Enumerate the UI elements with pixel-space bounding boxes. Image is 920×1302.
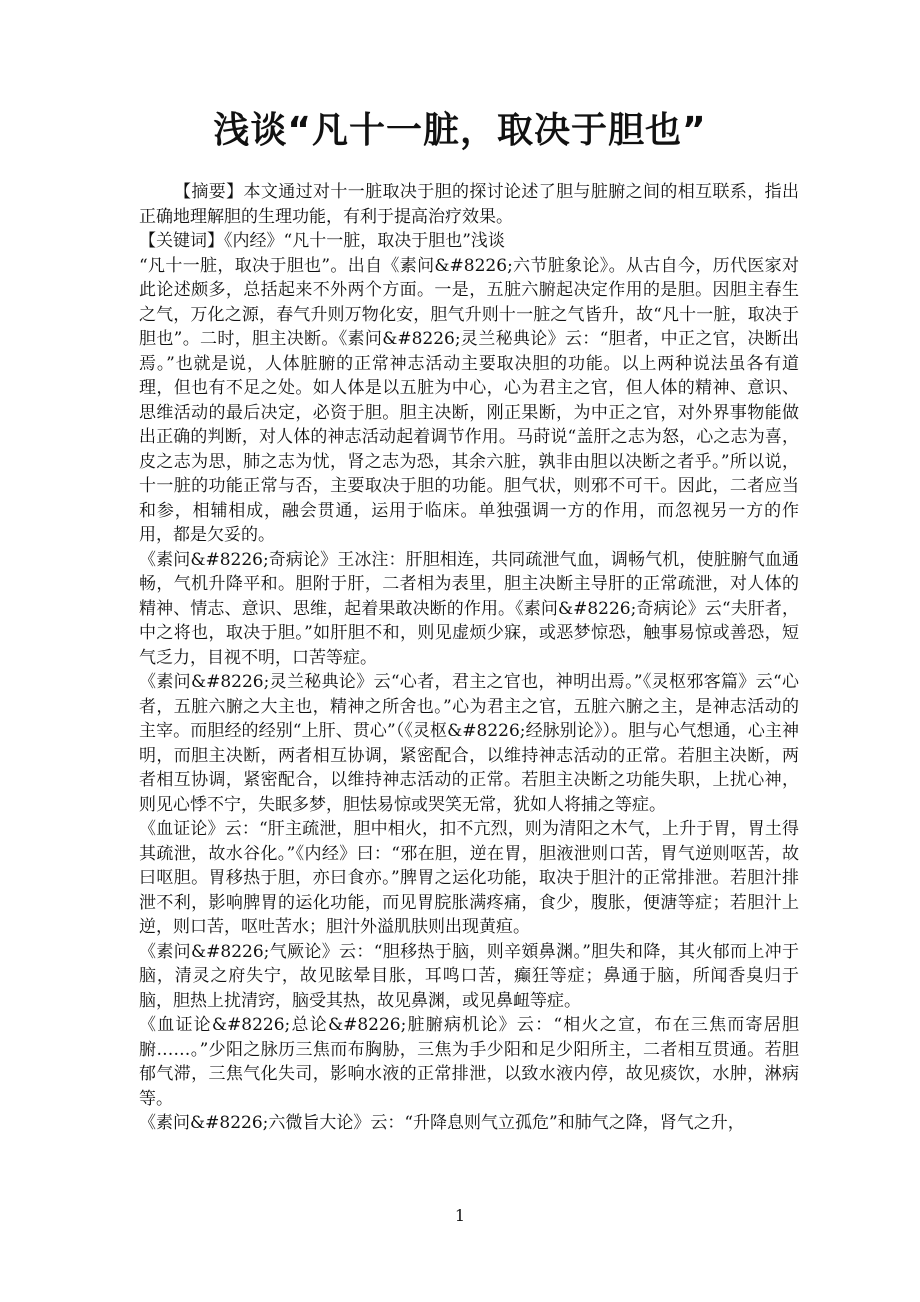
- body-paragraph: 《素问&#8226;奇病论》王冰注：肝胆相连，共同疏泄气血，调畅气机，使脏腑气血通畅，气机升降平和。胆附于肝，二者相为表里，胆主决断主导肝的正常疏泄，对人体的精神、情志、意识、思维，起着果敢决断的作用。《素问&#8226;奇病论》云“夫肝者，中之将也，取决于胆。”如肝胆不和，则见虚烦少寐，或恶梦惊恐，触事易惊或善恐，短气乏力，目视不明，口苦等症。: [139, 549, 799, 668]
- body-paragraph: 《素问&#8226;六微旨大论》云：“升降息则气立孤危”和肺气之降，肾气之升，: [139, 1113, 745, 1133]
- body-paragraph: 《血证论&#8226;总论&#8226;脏腑病机论》云：“相火之宣，布在三焦而寄居胆腑……。”少阳之脉历三焦而布胸胁，三焦为手少阳和足少阳所主，二者相互贯通。若胆郁气滞，三焦气化失司，影响水液的正常排泄，以致水液内停，故见痰饮，水肿，淋病等。: [139, 1015, 799, 1109]
- page-number: 1: [454, 1206, 466, 1225]
- body-paragraph: 《素问&#8226;气厥论》云：“胆移热于脑，则辛頞鼻渊。”胆失和降，其火郁而上冲于脑，清灵之府失宁，故见眩晕目胀，耳鸣口苦，癫狂等症；鼻通于脑，所闻香臭归于脑，胆热上扰清窍，脑受其热，故见鼻渊，或见鼻衄等症。: [139, 941, 799, 1011]
- page-title: 浅谈“凡十一脏，取决于胆也”: [213, 110, 707, 151]
- body-paragraph: 《素问&#8226;灵兰秘典论》云“心者，君主之官也，神明出焉。”《灵枢邪客篇》云“心者，五脏六腑之大主也，精神之所舍也。”心为君主之官，五脏六腑之主，是神志活动的主宰。而胆经的经别“上肝、贯心”（《灵枢&#8226;经脉别论》）。胆与心气想通，心主神明，而胆主决断，两者相互协调，紧密配合，以维持神志活动的正常。若胆主决断，两者相互协调，紧密配合，以维持神志活动的正常。若胆主决断之功能失职，上扰心神，则见心悸不宁，失眠多梦，胆怯易惊或哭笑无常，犹如人将捕之等症。: [139, 672, 799, 815]
- body-paragraph: “凡十一脏，取决于胆也”。出自《素问&#8226;六节脏象论》。从古自今，历代医家对此论述颇多，总括起来不外两个方面。一是，五脏六腑起决定作用的是胆。因胆主春生之气，万化之源，春气升则万物化安，胆气升则十一脏之气皆升，故“凡十一脏，取决于胆也”。二时，胆主决断。《素问&#8226;灵兰秘典论》云：“胆者，中正之官，决断出焉。”也就是说，人体脏腑的正常神志活动主要取决胆的功能。以上两种说法虽各有道理，但也有不足之处。如人体是以五脏为中心，心为君主之官，但人体的精神、意识、思维活动的最后决定，必资于胆。胆主决断，刚正果断，为中正之官，对外界事物能做出正确的判断，对人体的神志活动起着调节作用。马莳说“盖肝之志为怒，心之志为喜，皮之志为思，肺之志为忧，肾之志为恐，其余六脏，孰非由胆以决断之者乎。”所以说，十一脏的功能正常与否，主要取决于胆的功能。胆气状，则邪不可干。因此，二者应当和参，相辅相成，融会贯通，运用于临床。单独强调一方的作用，而忽视另一方的作用，都是欠妥的。: [139, 255, 799, 545]
- article-body: [139, 180, 799, 1136]
- abstract-paragraph: 【摘要】本文通过对十一脏取决于胆的探讨论述了胆与脏腑之间的相互联系，指出正确地理解胆的生理功能，有利于提高治疗效果。: [139, 182, 799, 227]
- body-paragraph: 《血证论》云：“肝主疏泄，胆中相火，扣不亢烈，则为清阳之木气，上升于胃，胃土得其疏泄，故水谷化。”《内经》曰：“邪在胆，逆在胃，胆液泄则口苦，胃气逆则呕苦，故曰呕胆。胃移热于胆，亦曰食亦。”脾胃之运化功能，取决于胆汁的正常排泄。若胆汁排泄不利，影响脾胃的运化功能，而见胃脘胀满疼痛，食少，腹胀，便溏等症；若胆汁上逆，则口苦，呕吐苦水；胆汁外溢肌肤则出现黄疸。: [139, 819, 799, 937]
- keywords-paragraph: 【关键词】《内经》“凡十一脏，取决于胆也”浅谈: [139, 231, 505, 251]
